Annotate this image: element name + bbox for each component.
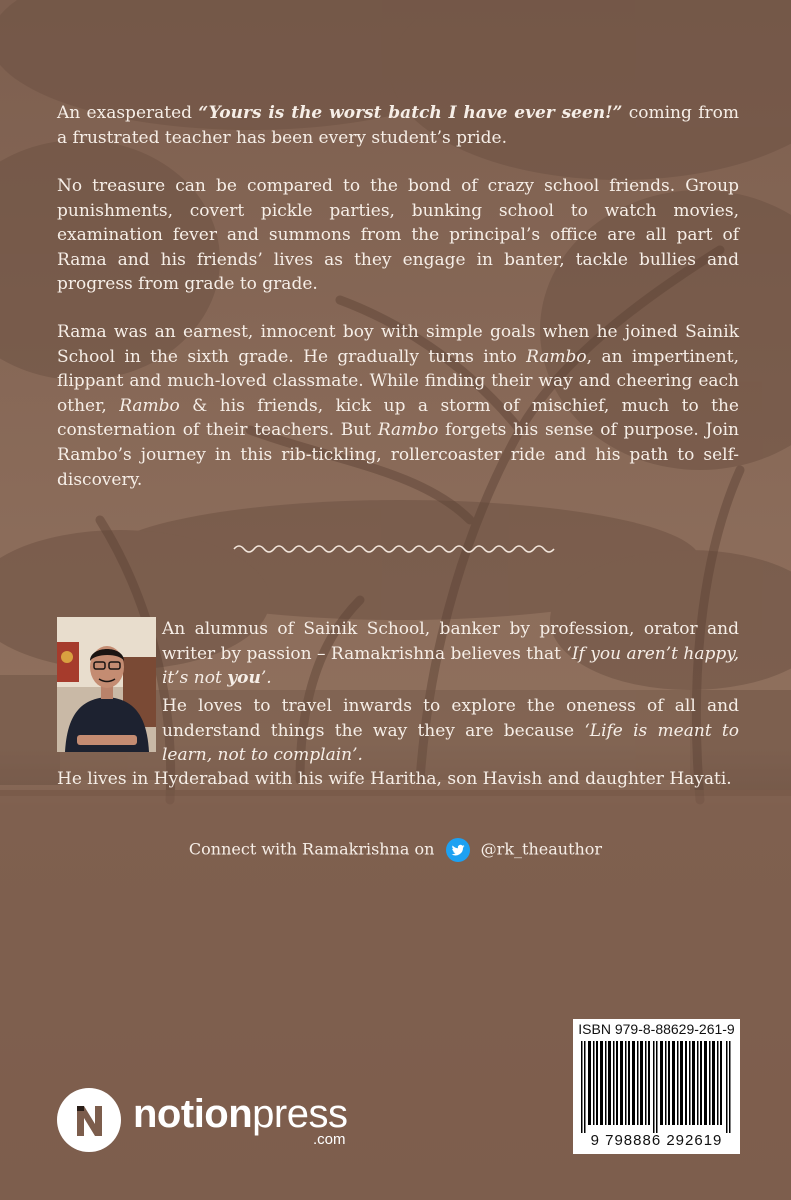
- blurb-paragraph-1: An exasperated “Yours is the worst batch I have ever seen!” coming from a frustrated teacher has been every student’s pride.: [57, 103, 739, 148]
- barcode-bars: [581, 1041, 733, 1133]
- connect-label: Connect with Ramakrishna on: [188, 839, 435, 859]
- blurb-paragraph-3: Rama was an earnest, innocent boy with simple goals when he joined Sainik School in the sixth grade. He gradually turns into Rambo, an impertinent, flippant and much-loved classmate. While finding their way and cheering each other, Rambo & his friends, kick up a storm of mischief, much to the consternation of their teachers. But Rambo forgets his sense of purpose. Join Rambo’s journey in this rib-tickling, rollercoaster ride and his path to self-discovery.: [57, 322, 739, 490]
- twitter-icon: [446, 838, 470, 862]
- isbn-barcode: [573, 1019, 740, 1154]
- isbn-label: ISBN 979-8-88629-261-9: [578, 1021, 735, 1037]
- teacher-quote: “Yours is the worst batch I have ever seen!”: [198, 103, 623, 123]
- notionpress-logo-icon: [56, 1087, 122, 1153]
- author-bio-3: He lives in Hyderabad with his wife Haritha, son Havish and daughter Hayati.: [57, 769, 732, 789]
- author-photo: [57, 617, 156, 752]
- wavy-divider: [232, 540, 562, 558]
- publisher-domain: .com: [313, 1131, 346, 1148]
- author-bio-1: An alumnus of Sainik School, banker by profession, orator and writer by passion – Ramakrishna believes that ‘If you aren’t happy, it’s not you’.: [162, 619, 740, 689]
- barcode-number: 9 798886 292619: [590, 1132, 723, 1149]
- blurb-paragraph-2: No treasure can be compared to the bond of crazy school friends. Group punishments, covert pickle parties, bunking school to watch movies, examination fever and summons from the principal’s office are all part of Rama and his friends’ lives as they engage in banter, tackle bullies and progress from grade to grade.: [57, 176, 739, 295]
- author-bio-2: He loves to travel inwards to explore the oneness of all and understand things the way they are because ‘Life is meant to learn, not to complain’.: [162, 696, 739, 766]
- twitter-handle[interactable]: @rk_theauthor: [480, 839, 603, 859]
- publisher-name: notionpress: [133, 1092, 348, 1136]
- social-connect: [0, 838, 791, 862]
